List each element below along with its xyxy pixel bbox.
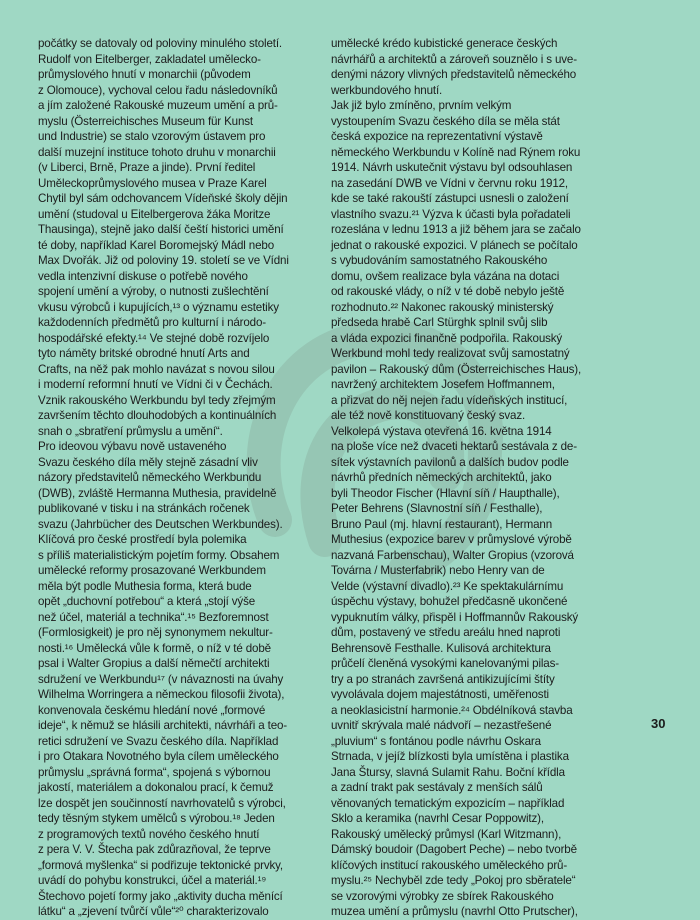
text-line: psal i Walter Gropius a další němečtí architekti xyxy=(38,657,270,670)
text-line: vkusu výrobců i kupujících,¹³ o významu estetiky xyxy=(38,300,279,314)
text-line: Wilhelma Worringera a německou filosofii života), xyxy=(38,688,285,701)
text-line: Továrna / Musterfabrik) nebo Henry van de xyxy=(331,564,545,577)
text-line: lze dospět jen součinností navrhovatelů s výrobci, xyxy=(38,796,286,810)
text-line: Velde (výstavní divadlo).²³ Ke spektakulárnímu xyxy=(331,579,564,593)
text-line: návrhářů a architektů a zároveň souznělo i s uve- xyxy=(331,52,577,66)
page-number: 30 xyxy=(651,716,666,731)
text-line: domu, ovšem realizace byla vázána na dotaci xyxy=(331,269,560,283)
text-line: průčelí členěná vysokými kanelovanými pilas- xyxy=(331,657,559,670)
text-line: od rakouské vlády, o níž v té době nebylo ještě xyxy=(331,285,565,298)
text-line: umění (studoval u Eitelbergerova žáka Moritze xyxy=(38,207,271,221)
text-line: ideje“, k němuž se hlásili architekti, návrháři a teo- xyxy=(38,719,288,732)
text-line: než účel, materiál a technika“.¹⁵ Bezforemnost xyxy=(38,610,269,624)
text-line: česká expozice na reprezentativní výstavě xyxy=(331,130,543,143)
text-line: Štechovo pojetí formy jako „aktivity ducha měnící xyxy=(38,889,283,903)
text-line: 1914. Návrh uskutečnit výstavu byl odsouhlasen xyxy=(331,161,573,174)
text-line: Max Dvořák. Již od poloviny 19. století se ve Vídni xyxy=(38,254,289,267)
text-line: hospodářské efekty.¹⁴ Ve stejné době rozvíjelo xyxy=(38,331,270,345)
text-line: klíčových institucí rakouského uměleckého prů- xyxy=(331,858,568,872)
right-text-column xyxy=(331,36,619,920)
text-line: na ploše více než dvaceti hektarů sestávala z de- xyxy=(331,440,577,453)
text-line: a jím založené Rakouské muzeum umění a prů- xyxy=(38,99,278,112)
text-line: byli Theodor Fischer (Hlavní síň / Haupthalle), xyxy=(331,486,560,500)
text-line: průmyslového hnutí v monarchii (původem xyxy=(38,68,251,81)
text-line: (DWB), zvláště Hermanna Muthesia, pravidelně xyxy=(38,486,277,500)
text-line: měla být podle Muthesia forma, která bude xyxy=(38,579,252,593)
text-line: Vznik rakouského Werkbundu byl tedy zřejmým xyxy=(38,393,276,407)
text-line: návrhů předních německých architektů, jako xyxy=(331,471,552,484)
text-line: Bruno Paul (mj. hlavní restaurant), Hermann xyxy=(331,517,553,531)
text-line: z programových textů nového českého hnutí xyxy=(38,827,260,841)
text-line: opět „duchovní potřebou“ a která „stojí výše xyxy=(38,595,256,608)
text-line: Sklo a keramika (navrhl Cesar Poppowitz), xyxy=(331,812,544,825)
text-line: rozeslána v lednu 1913 a již během jara se začalo xyxy=(331,223,581,236)
text-line: i moderní reformní hnutí ve Vídni či v Čechách. xyxy=(38,378,273,391)
text-line: té doby, například Karel Boromejský Mádl nebo xyxy=(38,238,274,252)
text-line: Svazu českého díla měly stejně zásadní vliv xyxy=(38,455,258,469)
text-line: myslu.²⁵ Nechyběl zde tedy „Pokoj pro sběratele“ xyxy=(331,874,576,887)
text-line: uvádí do pohybu konstrukci, účel a materiál.¹⁹ xyxy=(38,874,267,887)
text-line: try a po stranách završená antikizujícími štíty xyxy=(331,672,555,686)
text-line: vlastního svazu.²¹ Výzva k účasti byla pořadateli xyxy=(331,207,571,221)
text-line: nazvaná Farbenschau), Walter Gropius (vzorová xyxy=(331,548,574,562)
text-line: werkbundového hnutí. xyxy=(331,83,443,97)
text-line: tyto náměty britské obrodné hnutí Arts and xyxy=(38,347,250,360)
text-line: Peter Behrens (Slavnostní síň / Festhalle), xyxy=(331,502,543,515)
text-line: jakostí, materiálem a dokonalou prací, k čemuž xyxy=(38,781,274,794)
text-line: spojení umění a výroby, o nutnosti zušlechtění xyxy=(38,285,269,298)
text-line: konvenovala českému hledání nové „formové xyxy=(38,703,266,717)
text-line: snah o „sbratření průmyslu a umění“. xyxy=(38,424,223,438)
text-line: vedla intenzivní diskuse o potřebě nového xyxy=(38,269,248,283)
text-line: jednat o rakouské expozici. V plánech se počítalo xyxy=(331,238,578,252)
text-line: z pera V. V. Štecha pak zdůrazňoval, že teprve xyxy=(38,843,271,856)
text-line: s vybudováním samostatného Rakouského xyxy=(331,254,548,267)
text-line: počátky se datovaly od poloviny minulého století. xyxy=(38,37,282,50)
text-line: látku“ a „zjevení tvůrčí vůle“²⁰ charakterizovalo xyxy=(38,905,269,918)
text-line: s příliš materialistickým pojetím formy. Obsahem xyxy=(38,548,280,562)
text-line: muzea umění a průmyslu (navrhl Otto Prutscher), xyxy=(331,905,578,918)
text-line: svazu (Jahrbücher des Deutschen Werkbundes). xyxy=(38,517,283,531)
text-line: tedy těsným stykem umělců s výrobou.¹⁸ Jeden xyxy=(38,812,275,825)
text-line: Rakouský umělecký průmysl (Karl Witzmann), xyxy=(331,827,562,841)
text-line: se vzorovými výrobky ze sbírek Rakouského xyxy=(331,889,554,903)
text-line: rozhodnuto.²² Nakonec rakouský ministerský xyxy=(331,300,554,314)
text-line: ale též nově konstituovaný český svaz. xyxy=(331,409,526,422)
text-line: vystoupením Svazu českého díla se měla stát xyxy=(331,114,560,128)
text-line: uvnitř skrývala malé nádvoří – nezastřešené xyxy=(331,719,552,732)
text-line: a neoklasicistní harmonie.²⁴ Obdélníková stavba xyxy=(331,703,573,717)
text-line: a zadní trakt pak sestávaly z menších sálů xyxy=(331,781,543,794)
text-line: kde se také rakouští zástupci usnesli o založení xyxy=(331,192,569,205)
text-line: Velkolepá výstava otevřená 16. května 1914 xyxy=(331,424,552,438)
text-line: navržený architektem Josefem Hoffmannem, xyxy=(331,378,555,391)
text-line: „formová myšlenka“ si podřizuje tektonické prvky, xyxy=(38,858,284,872)
text-line: každodenních předmětů pro kulturní i národo- xyxy=(38,316,266,329)
text-line: završením těchto dlouhodobých a kontinuálních xyxy=(38,409,277,422)
text-line: dům, postavený ve středu areálu hned naproti xyxy=(331,626,561,639)
text-line: Pro ideovou výbavu nově ustaveného xyxy=(38,440,227,453)
text-line: Muthesius (expozice barev v průmyslové výrobě xyxy=(331,533,572,546)
text-line: Rudolf von Eitelberger, zakladatel umělecko- xyxy=(38,52,261,66)
text-line: denými názory vlivných představitelů německého xyxy=(331,68,577,81)
text-line: nosti.¹⁶ Umělecká vůle k formě, o níž v té době xyxy=(38,641,271,655)
text-line: pavilon – Rakouský dům (Österreichisches Haus), xyxy=(331,362,582,376)
text-line: umělecké krédo kubistické generace českých xyxy=(331,37,558,50)
text-line: (Formlosigkeit) je pro něj synonymem nekultur- xyxy=(38,626,273,639)
text-line: Jana Štursy, slavná Sulamit Rahu. Boční křídla xyxy=(331,765,565,779)
text-line: Werkbund mohl tedy realizovat svůj samostatný xyxy=(331,347,570,360)
text-line: předseda hrabě Carl Stürghk splnil svůj slib xyxy=(331,316,548,329)
text-line: Crafts, na něž pak mohlo navázat s novou silou xyxy=(38,362,275,376)
text-line: německého Werkbundu v Kolíně nad Rýnem roku xyxy=(331,145,581,159)
text-line: Strnada, v jejíž blízkosti byla umístěna i plastika xyxy=(331,750,569,763)
text-line: vypuknutím války, přispěl i Hoffmannův Rakouský xyxy=(331,610,579,624)
text-line: und Industrie) se stalo vzorovým ústavem pro xyxy=(38,130,266,143)
text-line: Dámský boudoir (Dagobert Peche) – nebo tvorbě xyxy=(331,843,577,856)
text-line: úspěchu výstavy, bohužel předčasně ukončené xyxy=(331,595,568,608)
text-line: (v Liberci, Brně, Praze a jinde). První ředitel xyxy=(38,161,256,174)
text-line: sítek výstavních pavilonů a dalších budov podle xyxy=(331,455,569,469)
text-line: umělecké reformy prosazované Werkbundem xyxy=(38,564,266,577)
left-text-column xyxy=(38,36,318,920)
text-line: „pluvium“ s fontánou podle návrhu Oskara xyxy=(331,734,541,748)
text-line: další muzejní instituce tohoto druhu v monarchii xyxy=(38,145,276,159)
text-line: a vláda expozici finančně podpořila. Rakouský xyxy=(331,331,563,345)
text-line: Chytil byl sám odchovancem Vídeňské školy dějin xyxy=(38,192,288,205)
text-line: Klíčová pro české prostředí byla polemika xyxy=(38,533,247,546)
text-line: Uměleckoprůmyslového musea v Praze Karel xyxy=(38,176,267,190)
text-line: Behrensově Festhalle. Kulisová architektura xyxy=(331,641,551,655)
text-line: na zasedání DWB ve Vídni v červnu roku 1912, xyxy=(331,176,568,190)
text-line: a přizvat do něj nejen řadu vídeňských institucí, xyxy=(331,393,568,407)
text-line: vyvolávala dojem majestátnosti, uměřenosti xyxy=(331,688,549,701)
text-line: sdružení ve Werkbundu¹⁷ (v návaznosti na úvahy xyxy=(38,672,284,686)
text-line: i pro Otakara Novotného byla cílem uměleckého xyxy=(38,750,279,763)
text-line: publikované v tisku i na stránkách ročenek xyxy=(38,502,250,515)
text-line: myslu (Österreichisches Museum für Kunst xyxy=(38,114,253,128)
text-line: názory představitelů německého Werkbundu xyxy=(38,471,262,484)
text-line: věnovaných tematickým expozicím – například xyxy=(331,796,565,810)
text-line: retici sdružení ve Svazu českého díla. Například xyxy=(38,734,279,748)
text-line: z Olomouce), vychoval celou řadu následovníků xyxy=(38,83,278,97)
text-line: Jak již bylo zmíněno, prvním velkým xyxy=(331,99,512,112)
text-line: Thausinga), stejně jako další čeští historici umění xyxy=(38,223,284,236)
text-line: průmyslu „správná forma“, spojená s výbornou xyxy=(38,765,271,779)
